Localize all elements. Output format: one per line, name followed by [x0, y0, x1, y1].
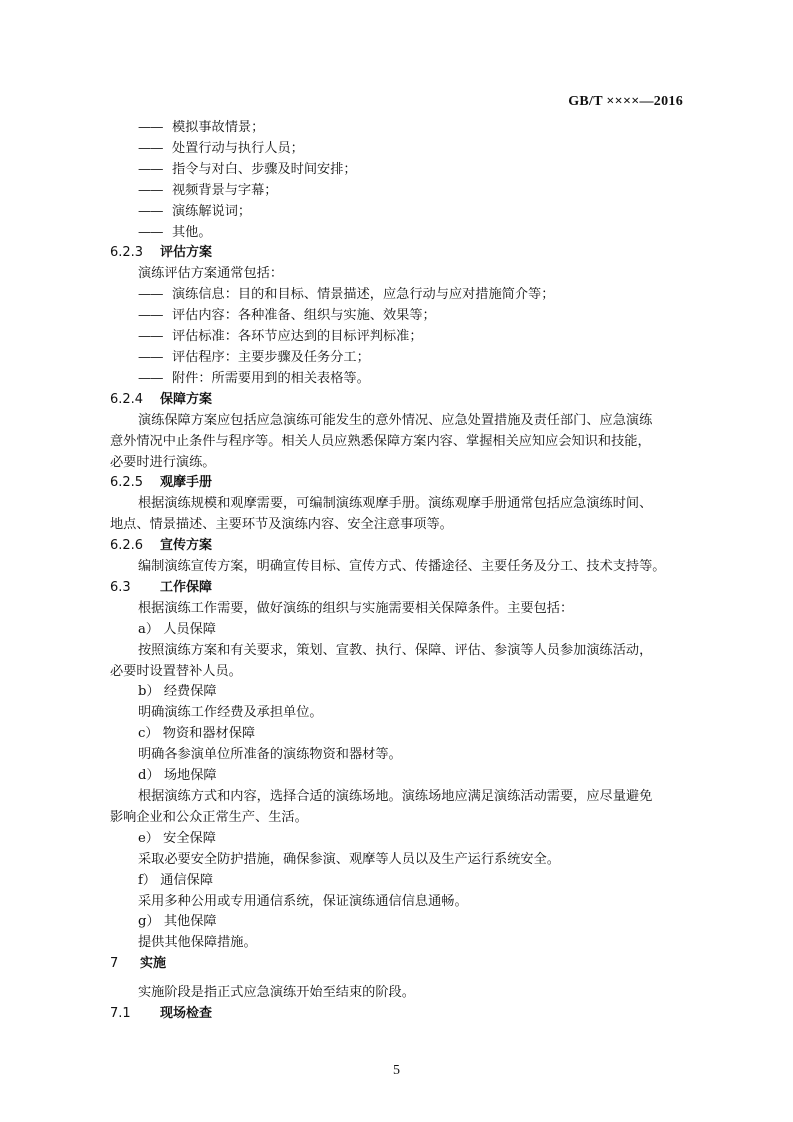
list-item-text: 视频背景与字幕；: [172, 182, 278, 198]
paragraph-line: 明确演练工作经费及承担单位。: [138, 705, 323, 721]
paragraph-line: 明确各参演单位所准备的演练物资和器材等。: [138, 747, 402, 763]
dash-bullet: ——: [138, 120, 163, 135]
section-number: 6.2.6: [110, 538, 144, 554]
paragraph-line: 按照演练方案和有关要求，策划、宣教、执行、保障、评估、参演等人员参加演练活动，: [138, 642, 653, 658]
list-item: [110, 369, 688, 390]
list-item: [110, 306, 688, 327]
paragraph-line: a） 人员保障: [138, 621, 216, 637]
paragraph-line: 必要时进行演练。: [110, 454, 216, 470]
dash-bullet: ——: [138, 140, 163, 156]
section-title: 宣传方案: [160, 538, 213, 554]
list-item-text: 演练信息：目的和目标、情景描述，应急行动与应对措施简介等；: [172, 287, 555, 303]
list-item-text: 处置行动与执行人员；: [172, 140, 304, 156]
section-number: 6.2.4: [110, 391, 144, 407]
list-item: [110, 223, 688, 244]
paragraph-line: g） 其他保障: [138, 914, 217, 930]
list-item: [110, 348, 688, 369]
list-item: [110, 202, 688, 223]
list-item: [110, 327, 688, 348]
document-body: [110, 118, 688, 1025]
list-item-text: 演练解说词；: [172, 203, 252, 219]
list-item-text: 模拟事故情景；: [172, 120, 265, 135]
paragraph-line: 实施阶段是指正式应急演练开始至结束的阶段。: [138, 985, 415, 1001]
paragraph-line: 编制演练宣传方案，明确宣传目标、宣传方式、传播途径、主要任务及分工、技术支持等。: [138, 559, 666, 575]
dash-bullet: ——: [138, 370, 163, 386]
paragraph-line: 演练保障方案应包括应急演练可能发生的意外情况、应急处置措施及责任部门、应急演练: [138, 412, 653, 428]
list-item: [110, 181, 688, 202]
page-number: 5: [393, 1063, 400, 1078]
dash-bullet: ——: [138, 329, 163, 345]
section-number: 7.1: [110, 1006, 131, 1022]
section-number: 7: [110, 956, 119, 972]
paragraph-line: c） 物资和器材保障: [138, 726, 256, 742]
paragraph-line: b） 经费保障: [138, 684, 217, 700]
list-item: [110, 285, 688, 306]
list-item-text: 其他。: [172, 224, 212, 240]
section-number: 6.2.5: [110, 475, 144, 491]
section-number: 6.2.3: [110, 245, 144, 261]
section-heading: [110, 243, 688, 264]
paragraph-line: 意外情况中止条件与程序等。相关人员应熟悉保障方案内容、掌握相关应知应会知识和技能，: [110, 433, 651, 449]
dash-bullet: ——: [138, 308, 163, 324]
section-heading: [110, 473, 688, 494]
list-item-text: 评估标准：各环节应达到的目标评判标准；: [172, 329, 423, 345]
dash-bullet: ——: [138, 349, 163, 365]
section-title: 现场检查: [160, 1006, 213, 1022]
paragraph-line: 提供其他保障措施。: [138, 935, 257, 951]
section-number: 6.3: [110, 579, 131, 595]
dash-bullet: ——: [138, 203, 163, 219]
dash-bullet: ——: [138, 287, 163, 303]
list-item-text: 评估程序：主要步骤及任务分工；: [172, 349, 370, 365]
section-title: 评估方案: [160, 245, 213, 261]
section-heading: [110, 578, 688, 599]
section-title: 工作保障: [160, 579, 213, 595]
paragraph-line: d） 场地保障: [138, 768, 217, 784]
dash-bullet: ——: [138, 182, 163, 198]
list-item-text: 附件：所需要用到的相关表格等。: [172, 370, 370, 386]
section-heading: [110, 536, 688, 557]
section-heading: [110, 390, 688, 411]
paragraph-line: 演练评估方案通常包括：: [138, 266, 284, 282]
paragraph-line: f） 通信保障: [138, 872, 214, 888]
dash-bullet: ——: [138, 224, 163, 240]
dash-bullet: ——: [138, 161, 163, 177]
paragraph-line: 采用多种公用或专用通信系统，保证演练通信信息通畅。: [138, 893, 468, 909]
standard-code-header: GB/T ××××—2016: [568, 94, 683, 109]
section-title: 实施: [140, 956, 167, 972]
paragraph-line: 影响企业和公众正常生产、生活。: [110, 809, 308, 825]
list-item: [110, 160, 688, 181]
paragraph-line: 根据演练工作需要，做好演练的组织与实施需要相关保障条件。主要包括：: [138, 600, 574, 616]
section-heading: [110, 954, 688, 975]
list-item-text: 指令与对白、步骤及时间安排；: [172, 161, 357, 177]
paragraph-line: 根据演练方式和内容，选择合适的演练场地。演练场地应满足演练活动需要，应尽量避免: [138, 789, 653, 804]
list-item: [110, 118, 688, 139]
paragraph-line: 地点、情景描述、主要环节及演练内容、安全注意事项等。: [110, 517, 453, 533]
list-item: [110, 139, 688, 160]
paragraph-line: 根据演练规模和观摩需要，可编制演练观摩手册。演练观摩手册通常包括应急演练时间、: [138, 496, 653, 512]
paragraph-line: e） 安全保障: [138, 830, 216, 846]
paragraph-line: 必要时设置替补人员。: [110, 663, 242, 679]
list-item-text: 评估内容：各种准备、组织与实施、效果等；: [172, 308, 436, 324]
section-heading: [110, 1004, 688, 1025]
section-title: 保障方案: [160, 391, 213, 407]
section-title: 观摩手册: [160, 475, 213, 491]
paragraph-line: 采取必要安全防护措施，确保参演、观摩等人员以及生产运行系统安全。: [138, 851, 560, 867]
